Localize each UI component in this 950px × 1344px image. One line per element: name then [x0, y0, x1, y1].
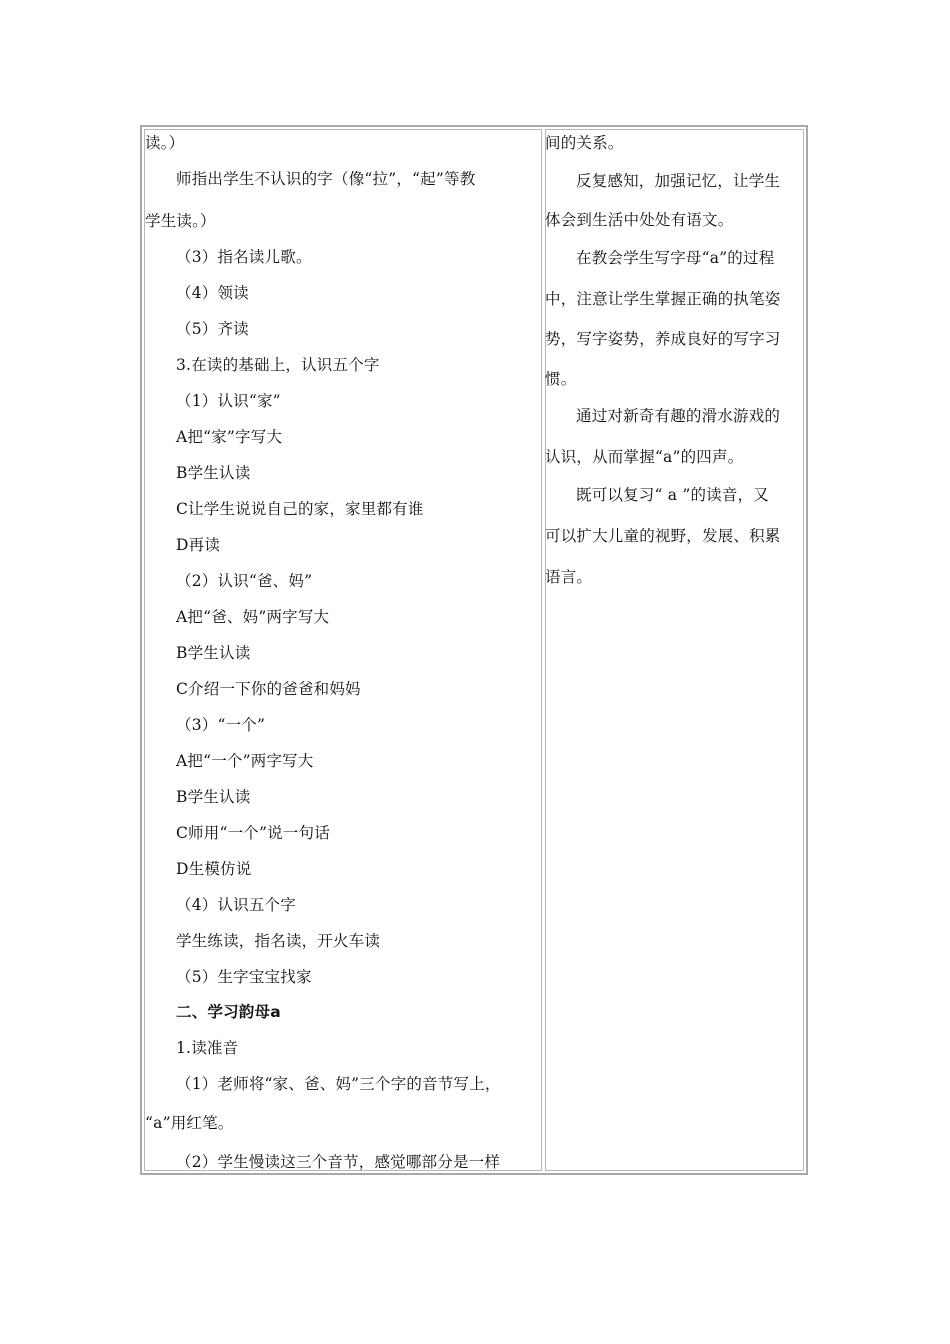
left-line-14: A把“爸、妈”两字写大 [176, 608, 330, 626]
design-intent-cell [545, 129, 804, 1171]
left-line-19: B学生认读 [176, 788, 251, 806]
right-line-5: 中，注意让学生掌握正确的执笔姿 [545, 290, 781, 308]
left-line-1: 读。） [145, 134, 185, 152]
right-line-12: 语言。 [545, 568, 593, 586]
left-line-15: B学生认读 [176, 644, 251, 662]
right-line-8: 通过对新奇有趣的滑水游戏的 [576, 407, 781, 425]
left-line-21: D生模仿说 [176, 860, 252, 878]
left-line-28: “a”用红笔。 [145, 1114, 234, 1132]
left-line-29: （2）学生慢读这三个音节，感觉哪部分是一样 [176, 1153, 501, 1171]
right-line-10: 既可以复习“ a ”的读音，又 [576, 486, 769, 504]
right-line-1: 间的关系。 [545, 134, 624, 152]
right-line-6: 势，写字姿势，养成良好的写字习 [545, 330, 781, 348]
left-line-18: A把“一个”两字写大 [176, 752, 314, 770]
left-line-4: （3）指名读儿歌。 [176, 248, 312, 266]
left-line-27: （1）老师将“家、爸、妈”三个字的音节写上， [176, 1075, 501, 1093]
left-line-6: （5）齐读 [176, 320, 249, 338]
left-line-23: 学生练读，指名读，开火车读 [176, 932, 381, 950]
left-line-7: 3.在读的基础上，认识五个字 [176, 356, 380, 374]
left-line-22: （4）认识五个字 [176, 896, 296, 914]
right-line-2: 反复感知，加强记忆，让学生 [576, 172, 781, 190]
left-line-20: C师用“一个”说一句话 [176, 824, 330, 842]
left-line-13: （2）认识“爸、妈” [176, 572, 313, 590]
left-line-12: D再读 [176, 536, 221, 554]
right-line-11: 可以扩大儿童的视野，发展、积累 [545, 527, 781, 545]
left-line-10: B学生认读 [176, 464, 251, 482]
left-line-3: 学生读。） [145, 212, 216, 230]
right-line-9: 认识，从而掌握“a”的四声。 [545, 448, 744, 466]
left-line-16: C介绍一下你的爸爸和妈妈 [176, 680, 361, 698]
left-line-24: （5）生字宝宝找家 [176, 968, 312, 986]
right-line-7: 惯。 [545, 370, 577, 388]
left-line-5: （4）领读 [176, 284, 249, 302]
section-heading: 二、学习韵母a [176, 1003, 281, 1021]
left-line-9: A把“家”字写大 [176, 428, 283, 446]
left-line-8: （1）认识“家” [176, 392, 281, 410]
left-line-17: （3）“一个” [176, 716, 266, 734]
right-line-4: 在教会学生写字母“a”的过程 [576, 249, 775, 267]
left-line-2: 师指出学生不认识的字（像“拉”，“起”等教 [176, 170, 476, 188]
left-line-11: C让学生说说自己的家，家里都有谁 [176, 500, 424, 518]
right-line-3: 体会到生活中处处有语文。 [545, 211, 734, 229]
left-line-26: 1.读准音 [176, 1039, 239, 1057]
